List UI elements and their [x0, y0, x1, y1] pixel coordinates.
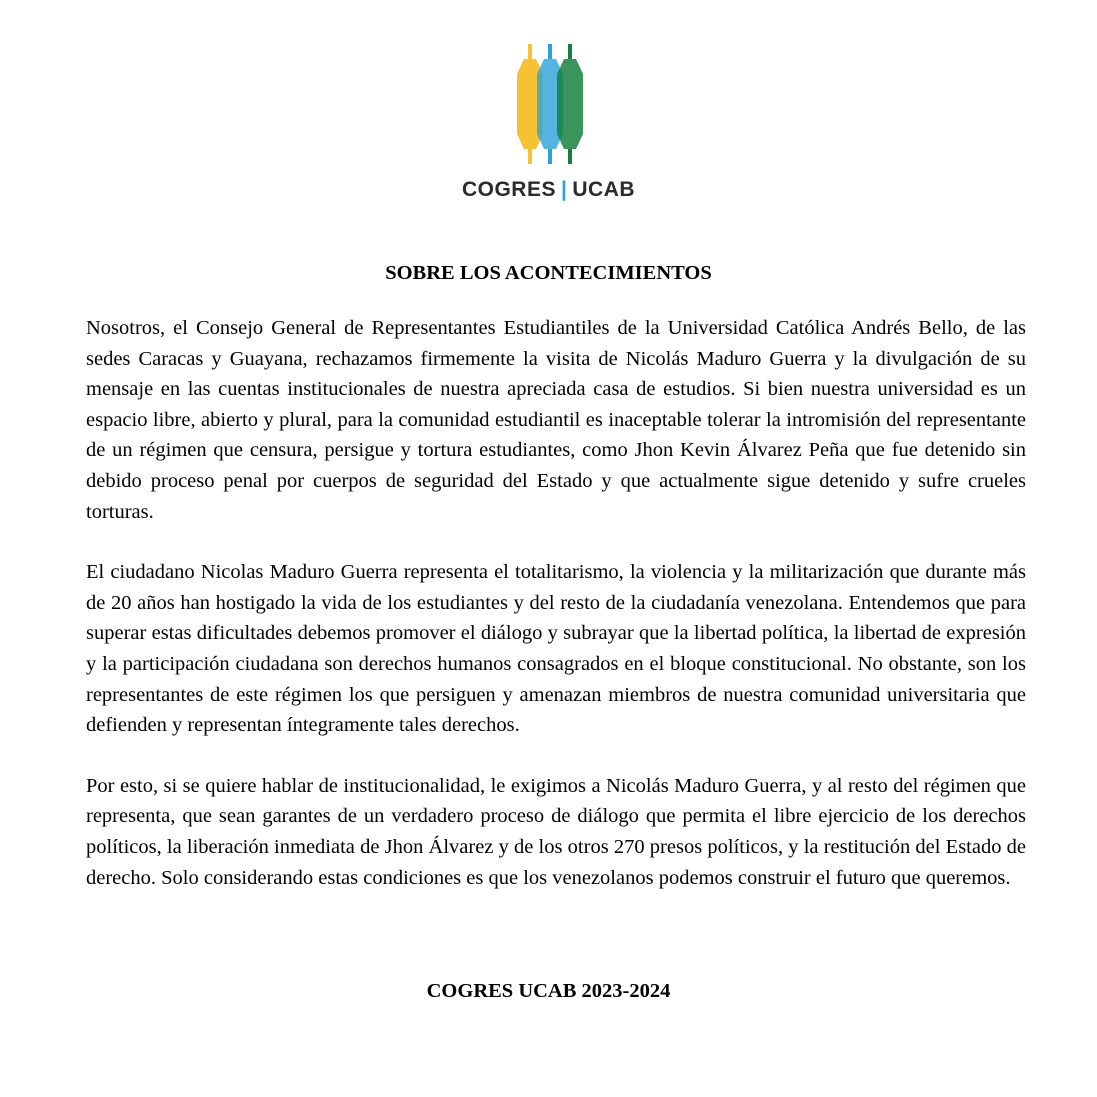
paragraph-1: Nosotros, el Consejo General de Representantes Estudiantiles de la Universidad Católica Andrés Bello, de las sedes Caracas y Guayana, rechazamos firmemente la visita de Nicolás Maduro Guerra y la divulgación de su mensaje en las cuentas institucionales de nuestra apreciada casa de estudios. Si bien nuestra universidad es un espacio libre, abierto y plural, para la comunidad estudiantil es inaceptable tolerar la intromisión del representante de un régimen que censura, persigue y tortura estudiantes, como Jhon Kevin Álvarez Peña que fue detenido sin debido proceso penal por cuerpos de seguridad del Estado y que actualmente sigue detenido y sufre crueles torturas.: [86, 317, 1026, 523]
document-body: [86, 313, 1026, 923]
cogres-logo-icon: [510, 44, 590, 166]
paragraph-3: Por esto, si se quiere hablar de institucionalidad, le exigimos a Nicolás Maduro Guerra, y al resto del régimen que representa, que sean garantes de un verdadero proceso de diálogo que permita el libre ejercicio de los derechos políticos, la liberación inmediata de Jhon Álvarez y de los otros 270 presos políticos, y la restitución del Estado de derecho. Solo considerando estas condiciones es que los venezolanos podemos construir el futuro que queremos.: [86, 774, 1026, 889]
logo-separator: |: [560, 178, 568, 201]
paragraph-2: El ciudadano Nicolas Maduro Guerra representa el totalitarismo, la violencia y la militarización que durante más de 20 años han hostigado la vida de los estudiantes y del resto de la ciudadanía venezolana. Entendemos que para superar estas dificultades debemos promover el diálogo y subrayar que la libertad política, la libertad de expresión y la participación ciudadana son derechos humanos consagrados en el bloque constitucional. No obstante, son los representantes de este régimen los que persiguen y amenazan miembros de nuestra comunidad universitaria que defienden y representan íntegramente tales derechos.: [86, 561, 1026, 737]
logo-green-shape: [557, 59, 583, 149]
logo-name-left: COGRES: [461, 178, 556, 201]
logo-name-right: UCAB: [572, 178, 636, 201]
document-title: SOBRE LOS ACONTECIMIENTOS: [385, 262, 712, 284]
signature: COGRES UCAB 2023-2024: [426, 980, 671, 1002]
cogres-ucab-logo: [0, 40, 1097, 210]
logo-wordmark: [0, 178, 1097, 202]
